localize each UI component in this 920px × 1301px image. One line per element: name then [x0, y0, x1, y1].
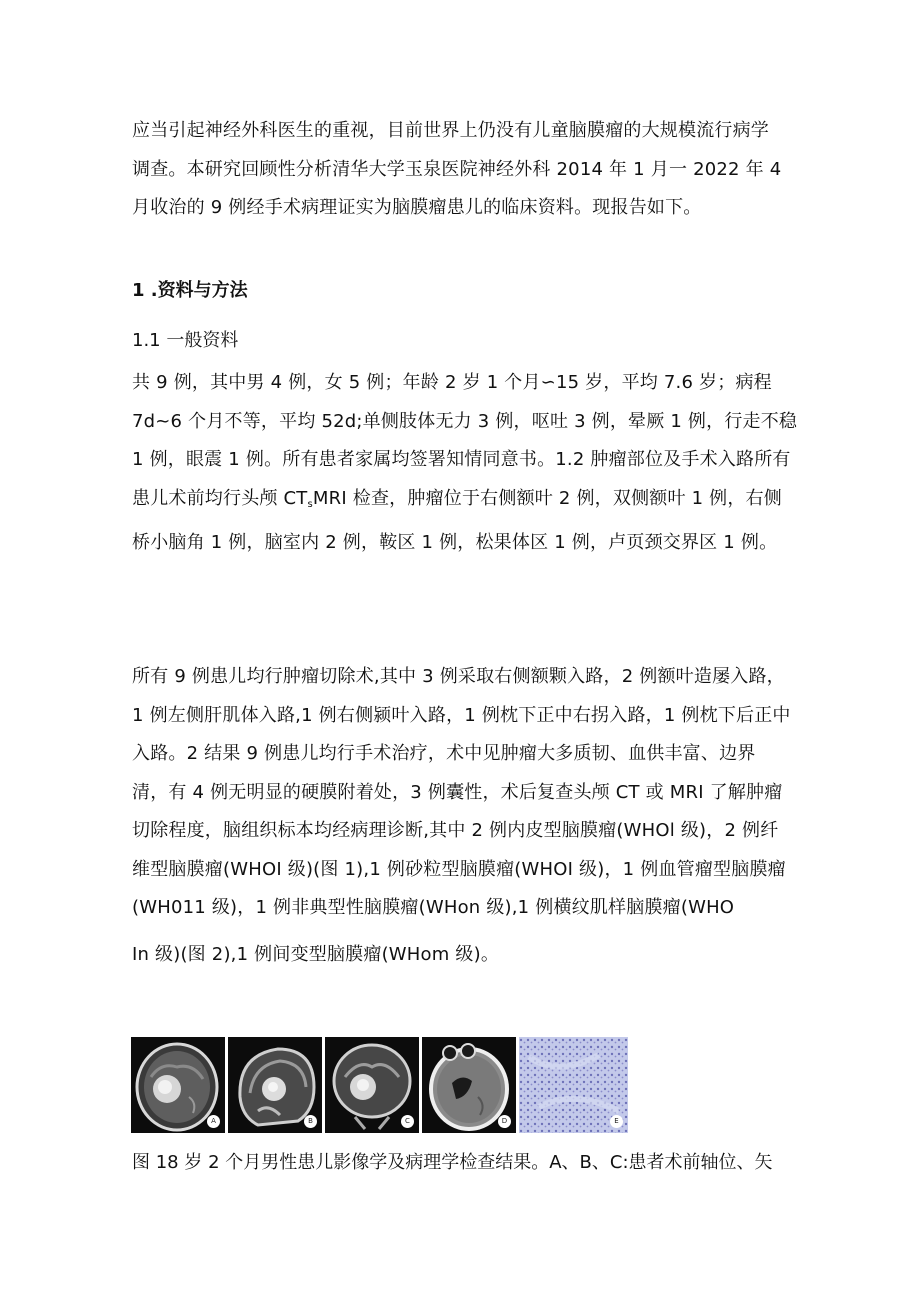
- section-heading: 1 .资料与方法: [132, 280, 248, 301]
- subsection-heading: 1.1 一般资料: [132, 330, 239, 351]
- text-line: 调查。本研究回顾性分析清华大学玉泉医院神经外科 2014 年 1 月一 2022 年 4: [132, 158, 782, 180]
- text-line: 月收治的 9 例经手术病理证实为脑膜瘤患儿的临床资料。现报告如下。: [132, 197, 702, 218]
- text-line: 切除程度，脑组织标本均经病理诊断,其中 2 例内皮型脑膜瘤(WHOl 级)，2 例纤: [132, 820, 779, 841]
- mri-axial-image: [131, 1037, 225, 1133]
- surgery-results-paragraph: [132, 658, 792, 974]
- pathology-image: [519, 1037, 628, 1133]
- text-fragment: 患儿术前均行头颅 CT: [132, 487, 308, 509]
- panel-label: A: [207, 1115, 220, 1128]
- text-line: 入路。2 结果 9 例患儿均行手术治疗，术中见肿瘤大多质韧、血供丰富、边界: [132, 743, 756, 764]
- text-fragment: MRI 检查，肿瘤位于右侧额叶 2 例，双侧额叶 1 例，右侧: [312, 487, 782, 509]
- panel-label: D: [498, 1115, 511, 1128]
- subscript-s: s: [307, 498, 313, 510]
- text-line: 1 例，眼震 1 例。所有患者家属均签署知情同意书。1.2 肿瘤部位及手术入路所有: [132, 449, 791, 470]
- text-line: [132, 480, 792, 525]
- text-line: In 级)(图 2),1 例间变型脑膜瘤(WHom 级)。: [132, 943, 500, 965]
- text-line: 所有 9 例患儿均行肿瘤切除术,其中 3 例采取右侧额颗入路，2 例额叶造屡入路，: [132, 666, 785, 687]
- mri-coronal-image: [325, 1037, 419, 1133]
- panel-label: C: [401, 1115, 414, 1128]
- text-line: 共 9 例，其中男 4 例，女 5 例；年龄 2 岁 1 个月∽15 岁，平均 7.6 岁；病程: [132, 372, 772, 393]
- text-line: (WH011 级)，1 例非典型性脑膜瘤(WHon 级),1 例横纹肌样脑膜瘤(WHO: [132, 897, 735, 918]
- text-line: 1 例左侧肝肌体入路,1 例右侧颍叶入路，1 例枕下正中右拐入路，1 例枕下后正中: [132, 704, 791, 726]
- text-line: 桥小脑角 1 例，脑室内 2 例，鞍区 1 例，松果体区 1 例，卢页颈交界区 1 例。: [132, 532, 778, 553]
- panel-label: E: [610, 1115, 623, 1128]
- figure-caption: 图 18 岁 2 个月男性患儿影像学及病理学检查结果。A、B、C:患者术前轴位、矢: [132, 1152, 773, 1173]
- text-line: 应当引起神经外科医生的重视，目前世界上仍没有儿童脑膜瘤的大规模流行病学: [132, 120, 769, 141]
- text-line: 7d~6 个月不等，平均 52d;单侧肢体无力 3 例，呕吐 3 例，晕厥 1 例，行走不稳: [132, 410, 798, 432]
- text-line: 清，有 4 例无明显的硬膜附着处，3 例囊性，术后复查头颅 CT 或 MRI 了解肿瘤: [132, 781, 783, 803]
- general-info-paragraph: [132, 364, 798, 563]
- ct-image: [422, 1037, 516, 1133]
- mri-sagittal-image: [228, 1037, 322, 1133]
- panel-label: B: [304, 1115, 317, 1128]
- text-line: 维型脑膜瘤(WHOI 级)(图 1),1 例砂粒型脑膜瘤(WHOI 级)，1 例血管瘤型脑膜瘤: [132, 858, 786, 880]
- intro-paragraph: [132, 112, 792, 228]
